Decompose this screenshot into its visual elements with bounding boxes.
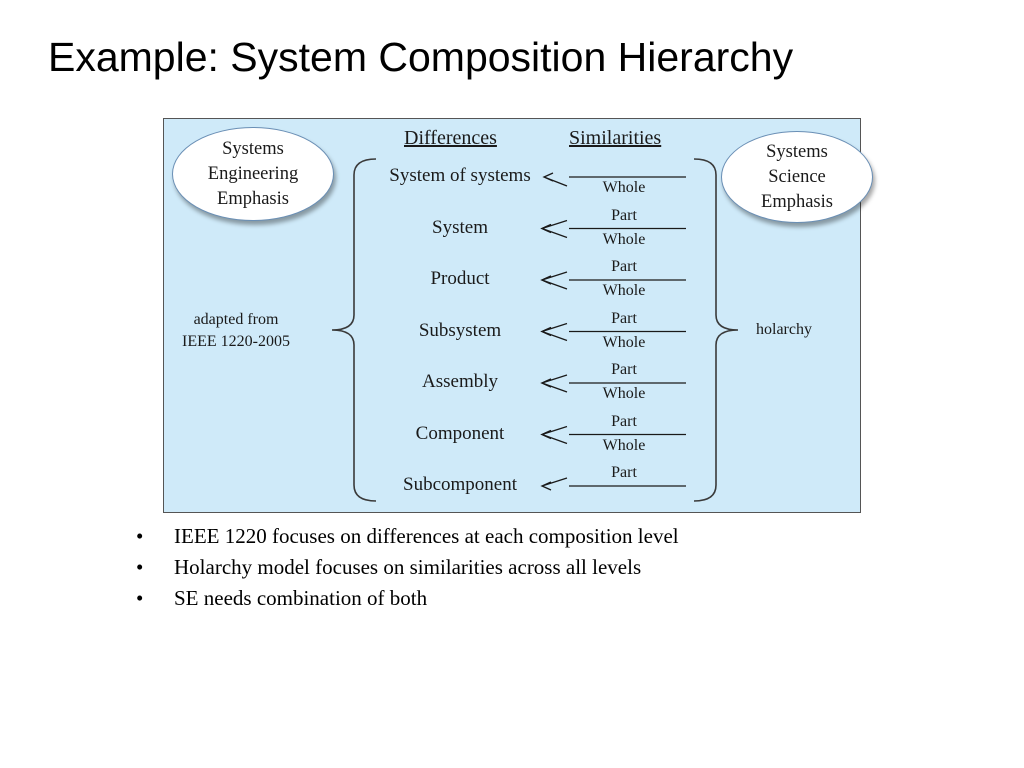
- arrow-icon: [542, 276, 567, 289]
- bullet-marker: •: [136, 555, 144, 579]
- part-label: Part: [611, 309, 637, 327]
- part-label: Part: [611, 361, 637, 378]
- arrow-icon: [542, 478, 567, 490]
- arrow-icon: [542, 328, 567, 341]
- level-label: Subsystem: [418, 319, 502, 341]
- systems-science-emphasis-label: Systems Science Emphasis: [761, 141, 833, 212]
- bullet-list: [136, 521, 679, 614]
- systems-science-ellipse: [721, 131, 873, 223]
- whole-label: Whole: [602, 333, 646, 351]
- bullet-marker: •: [136, 586, 144, 610]
- holarchy-note: holarchy: [756, 321, 812, 338]
- bullet-item: [136, 521, 679, 552]
- bullet-item: [136, 583, 679, 614]
- bullet-text: Holarchy model focuses on similarities across all levels: [174, 555, 642, 579]
- differences-header: Differences: [404, 127, 497, 149]
- level-label: System of systems: [389, 165, 531, 186]
- bullet-item: [136, 552, 679, 583]
- part-label: Part: [611, 258, 637, 275]
- composition-hierarchy-diagram: [163, 118, 861, 513]
- adapted-from-note: adapted from IEEE 1220-2005: [182, 311, 290, 350]
- part-label: Part: [611, 206, 637, 224]
- level-label: Assembly: [422, 371, 498, 392]
- level-label: Subcomponent: [403, 474, 517, 495]
- arrow-icon: [542, 379, 567, 392]
- whole-label: Whole: [602, 179, 646, 196]
- arrow-icon: [542, 431, 567, 444]
- level-label: System: [432, 216, 488, 238]
- page-title: Example: System Composition Hierarchy: [48, 34, 794, 80]
- bullet-text: SE needs combination of both: [174, 586, 428, 610]
- arrow-icon: [542, 225, 567, 238]
- whole-label: Whole: [602, 230, 646, 248]
- bullet-text: IEEE 1220 focuses on differences at each composition level: [174, 524, 679, 548]
- whole-label: Whole: [602, 282, 646, 299]
- right-brace: [694, 159, 738, 501]
- whole-label: Whole: [602, 385, 646, 402]
- level-label: Product: [430, 268, 490, 289]
- left-brace: [332, 159, 376, 501]
- part-label: Part: [611, 412, 637, 430]
- arrow-icon: [544, 173, 567, 186]
- bullet-marker: •: [136, 524, 144, 548]
- systems-engineering-ellipse: [172, 127, 334, 221]
- systems-engineering-emphasis-label: Systems Engineering Emphasis: [207, 138, 299, 209]
- whole-label: Whole: [602, 436, 646, 454]
- similarities-header: Similarities: [569, 127, 662, 149]
- part-label: Part: [611, 464, 637, 481]
- level-label: Component: [415, 422, 505, 444]
